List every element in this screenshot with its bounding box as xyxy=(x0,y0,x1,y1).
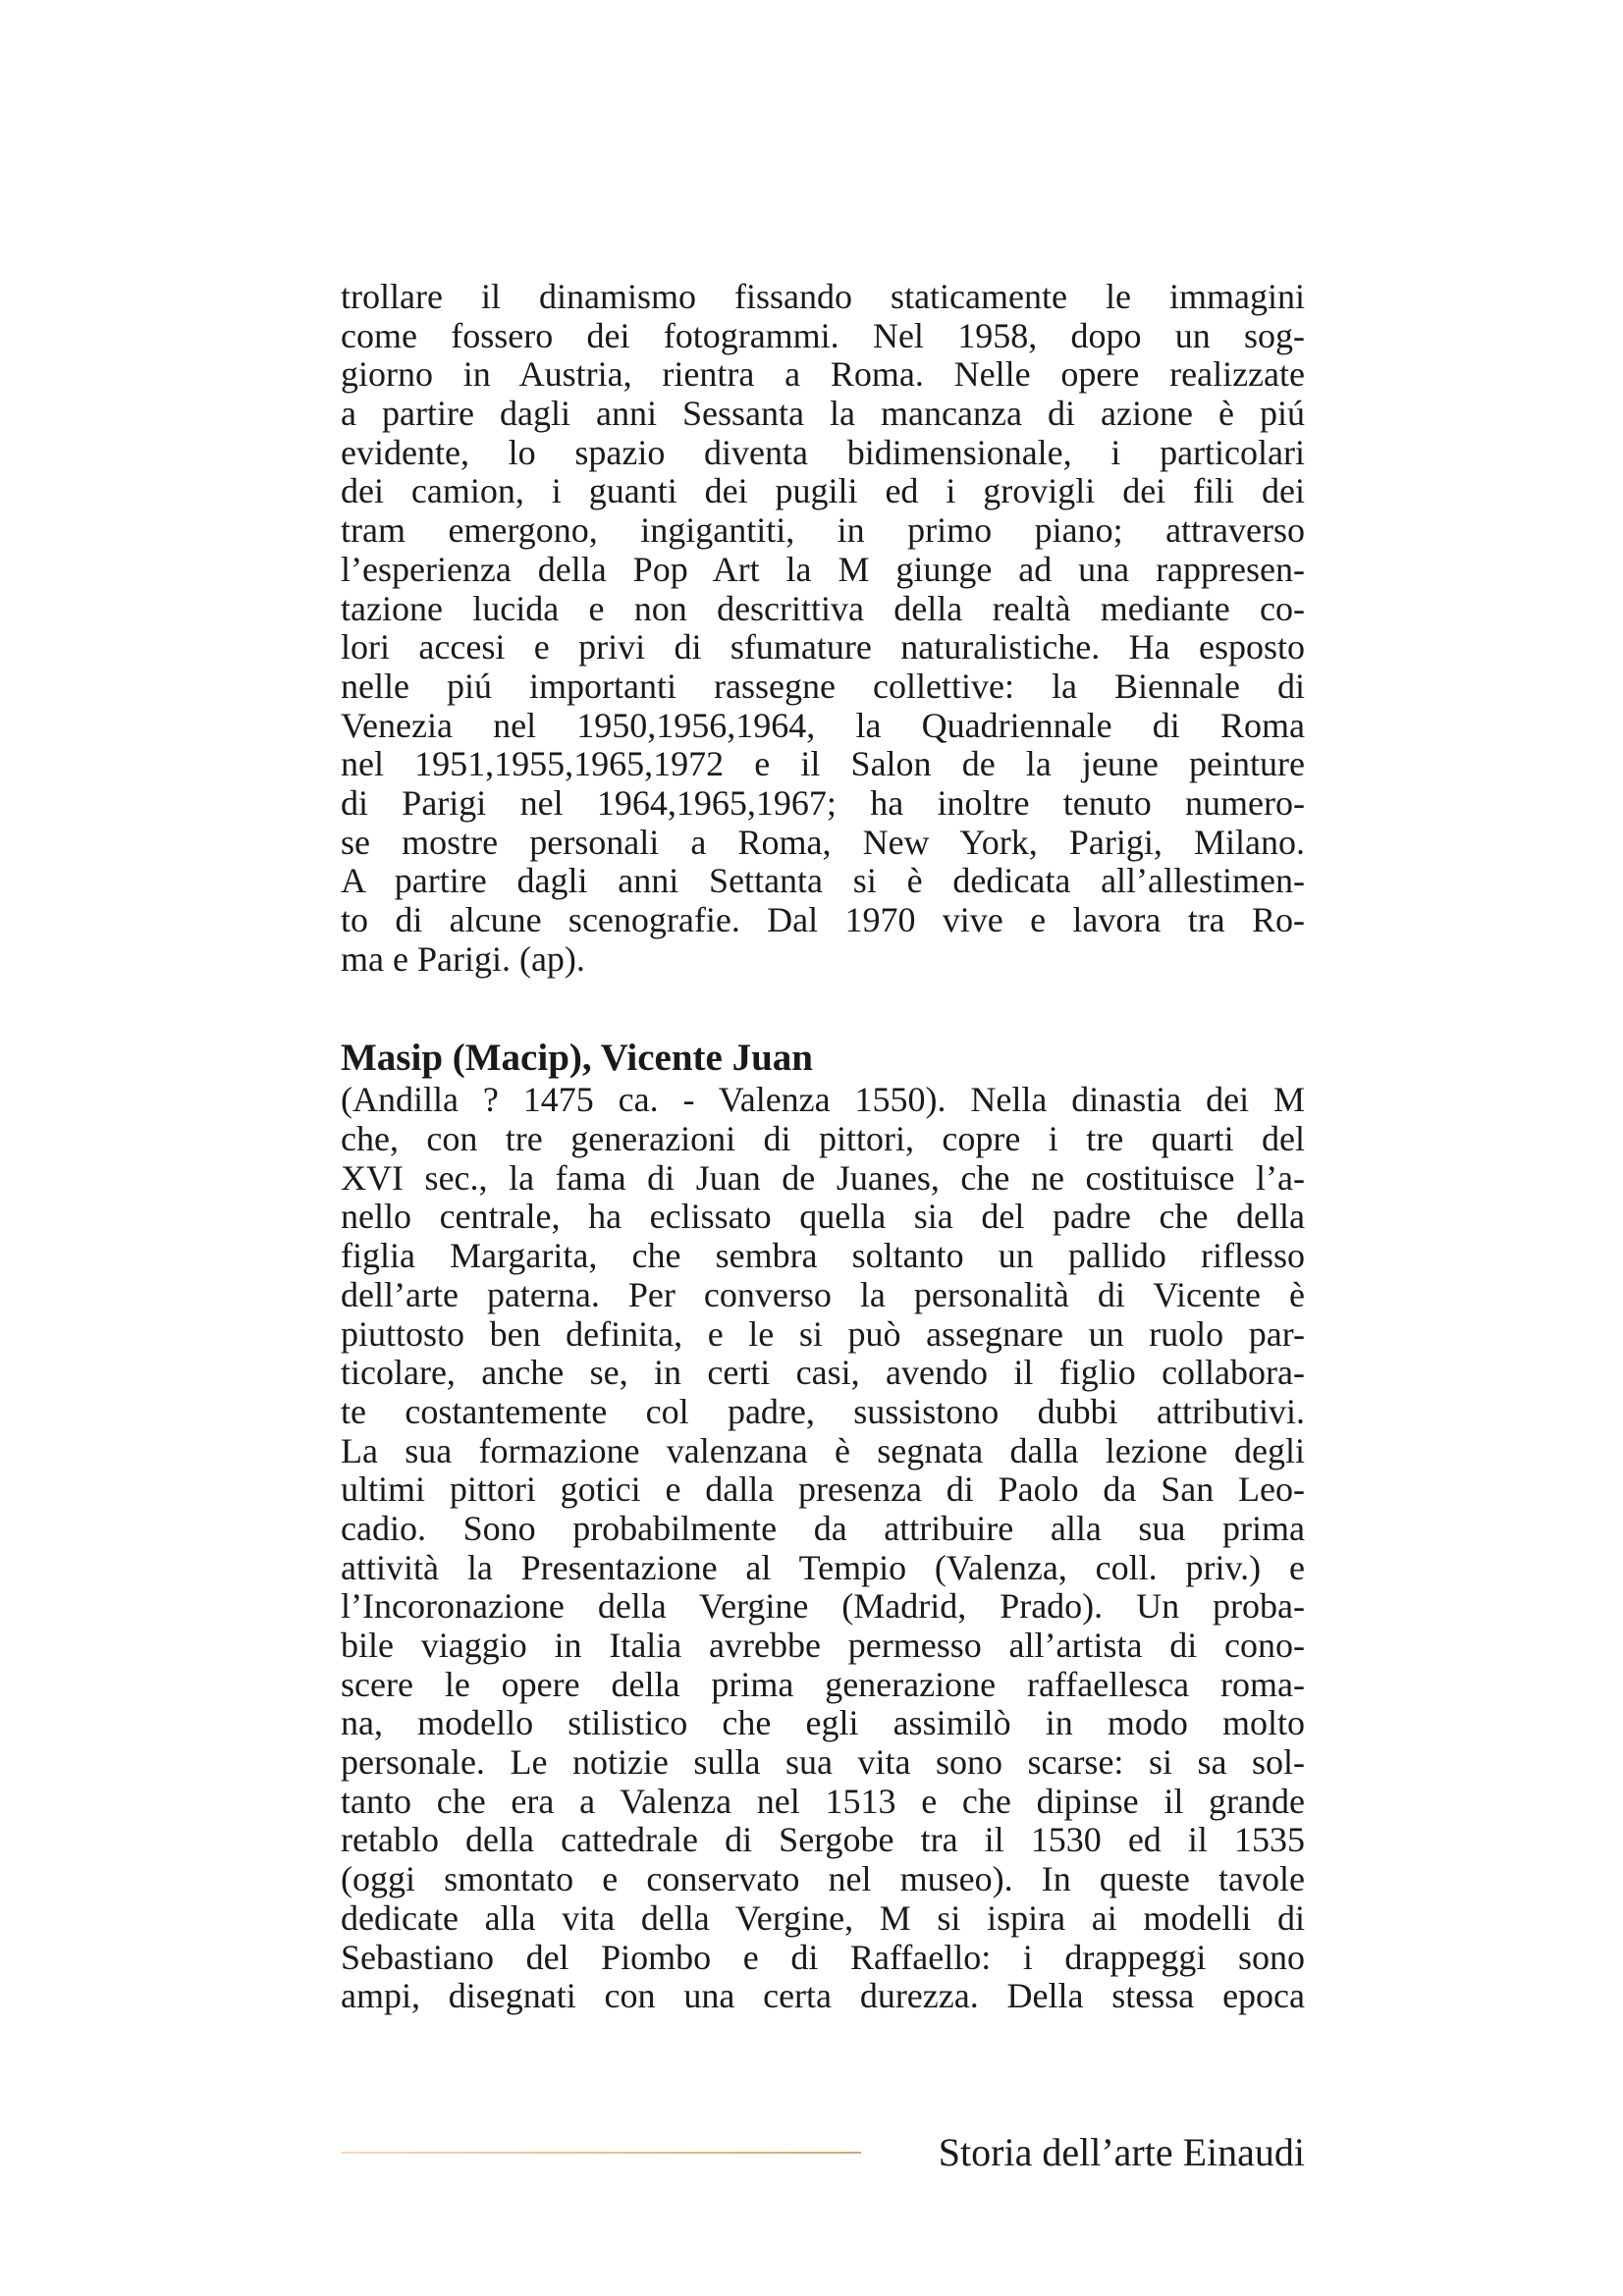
body-line: tazione lucida e non descrittiva della realtà mediante co- xyxy=(341,589,1305,628)
body-line: tram emergono, ingigantiti, in primo piano; attraverso xyxy=(341,511,1305,551)
body-line: Venezia nel 1950,1956,1964, la Quadriennale di Roma xyxy=(341,706,1305,745)
body-line: di Parigi nel 1964,1965,1967; ha inoltre tenuto numero- xyxy=(341,783,1305,823)
body-line: dei camion, i guanti dei pugili ed i grovigli dei fili dei xyxy=(341,472,1305,511)
entry-heading: Masip (Macip), Vicente Juan xyxy=(341,1037,813,1080)
body-line: piuttosto ben definita, e le si può assegnare un ruolo par- xyxy=(341,1314,1305,1354)
body-line: trollare il dinamismo fissando staticamente le immagini xyxy=(341,278,1305,316)
body-line: nello centrale, ha eclissato quella sia del padre che della xyxy=(341,1198,1305,1237)
body-line: ma e Parigi. (ap). xyxy=(341,939,585,979)
body-line: La sua formazione valenzana è segnata dalla lezione degli xyxy=(341,1431,1305,1470)
body-line: personale. Le notizie sulla sua vita sono scarse: si sa sol- xyxy=(341,1743,1305,1783)
body-line: ampi, disegnati con una certa durezza. Della stessa epoca xyxy=(341,1977,1305,2016)
body-line: che, con tre generazioni di pittori, copre i tre quarti del xyxy=(341,1120,1305,1159)
body-line: a partire dagli anni Sessanta la mancanza di azione è piú xyxy=(341,395,1305,434)
entry-paragraph xyxy=(341,1081,1305,2016)
body-line: bile viaggio in Italia avrebbe permesso all’artista di cono- xyxy=(341,1627,1305,1665)
body-line: se mostre personali a Roma, New York, Parigi, Milano. xyxy=(341,823,1305,862)
body-line: dell’arte paterna. Per converso la personalità di Vicente è xyxy=(341,1275,1305,1314)
footer-rule xyxy=(341,2152,861,2154)
body-line: come fossero dei fotogrammi. Nel 1958, dopo un sog- xyxy=(341,316,1305,355)
body-line: tanto che era a Valenza nel 1513 e che dipinse il grande xyxy=(341,1782,1305,1821)
body-line: nel 1951,1955,1965,1972 e il Salon de la jeune peinture xyxy=(341,745,1305,784)
body-line: ticolare, anche se, in certi casi, avendo il figlio collabora- xyxy=(341,1354,1305,1393)
body-line: evidente, lo spazio diventa bidimensionale, i particolari xyxy=(341,433,1305,472)
body-line: scere le opere della prima generazione raffaellesca roma- xyxy=(341,1665,1305,1704)
body-line: attività la Presentazione al Tempio (Valenza, coll. priv.) e xyxy=(341,1548,1305,1587)
body-line: cadio. Sono probabilmente da attribuire alla sua prima xyxy=(341,1509,1305,1548)
body-line: (oggi smontato e conservato nel museo). In queste tavole xyxy=(341,1860,1305,1899)
body-line: figlia Margarita, che sembra soltanto un pallido riflesso xyxy=(341,1237,1305,1276)
body-line: l’Incoronazione della Vergine (Madrid, Prado). Un proba- xyxy=(341,1587,1305,1627)
body-line: na, modello stilistico che egli assimilò in modo molto xyxy=(341,1704,1305,1743)
body-line: dedicate alla vita della Vergine, M si ispira ai modelli di xyxy=(341,1898,1305,1938)
body-line: nelle piú importanti rassegne collettive: la Biennale di xyxy=(341,667,1305,706)
body-line: XVI sec., la fama di Juan de Juanes, che ne costituisce l’a- xyxy=(341,1158,1305,1198)
body-line: l’esperienza della Pop Art la M giunge ad una rappresen- xyxy=(341,550,1305,589)
continuation-paragraph xyxy=(341,278,1305,979)
body-line: lori accesi e privi di sfumature naturalistiche. Ha esposto xyxy=(341,628,1305,667)
body-line: Sebastiano del Piombo e di Raffaello: i drappeggi sono xyxy=(341,1938,1305,1977)
body-line: te costantemente col padre, sussistono dubbi attributivi. xyxy=(341,1392,1305,1431)
body-line: ultimi pittori gotici e dalla presenza di Paolo da San Leo- xyxy=(341,1470,1305,1510)
body-line: to di alcune scenografie. Dal 1970 vive e lavora tra Ro- xyxy=(341,901,1305,939)
text-column xyxy=(341,278,1305,2016)
body-line: retablo della cattedrale di Sergobe tra il 1530 ed il 1535 xyxy=(341,1821,1305,1860)
body-line: (Andilla ? 1475 ca. - Valenza 1550). Nella dinastia dei M xyxy=(341,1081,1305,1120)
footer-title: Storia dell’arte Einaudi xyxy=(938,2130,1305,2174)
page-footer xyxy=(341,2128,1305,2177)
entry-separator xyxy=(341,979,1305,1036)
body-line: giorno in Austria, rientra a Roma. Nelle opere realizzate xyxy=(341,355,1305,395)
body-line: A partire dagli anni Settanta si è dedicata all’allestimen- xyxy=(341,862,1305,901)
